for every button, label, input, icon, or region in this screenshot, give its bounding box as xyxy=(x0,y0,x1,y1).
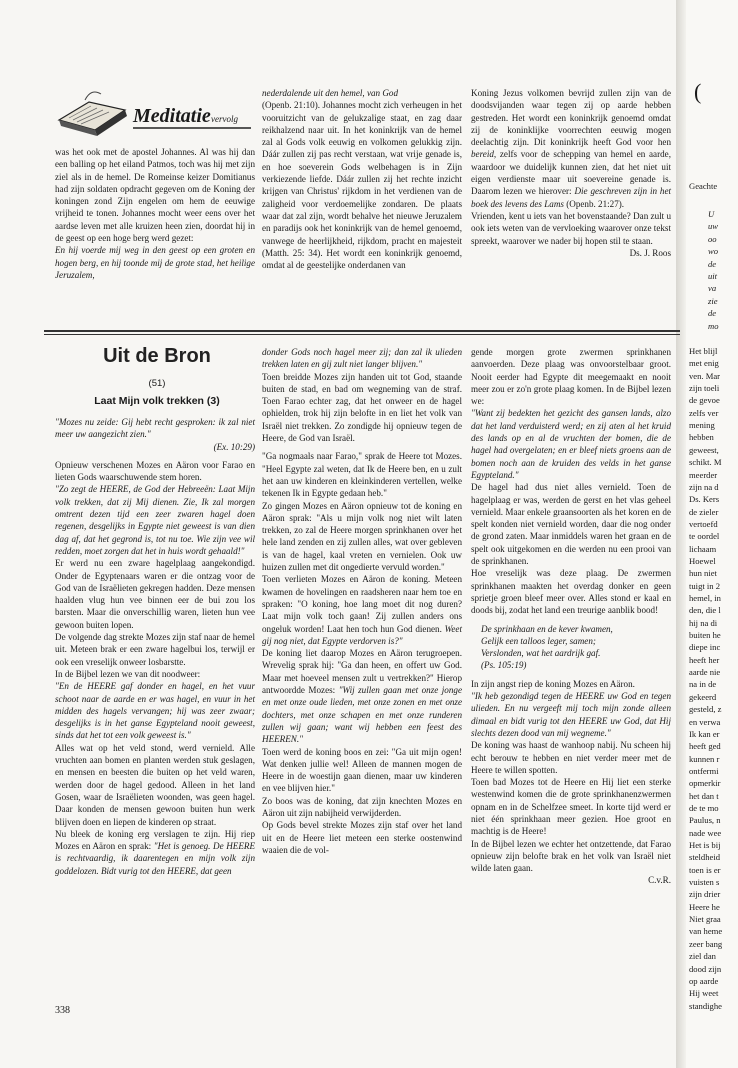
adjacent-body-line: Hij weet xyxy=(689,988,719,999)
bron-subtitle: Laat Mijn volk trekken (3) xyxy=(94,395,220,407)
adjacent-greeting: Geachte xyxy=(689,181,718,191)
bron-paragraph: Op Gods bevel strekte Mozes zijn staf over het land uit en de Heere liet meteen een sterke oostenwind waaien die de vol- xyxy=(262,820,462,855)
bron-title: Uit de Bron xyxy=(103,345,211,367)
adjacent-body-line: het dan t xyxy=(689,790,719,801)
adjacent-body-line: met enig xyxy=(689,358,719,369)
bron-paragraph: gende morgen grote zwermen sprinkhanen aanvoerden. Deze plaag was onvoorstelbaar groot. Nooit eerder had Egypte dit meegemaakt en nooit meer zou er zo'n grote plaag komen. In de Bijbel lezen we: xyxy=(471,347,671,407)
bron-paragraph: In de Bijbel lezen we echter het ontzettende, dat Farao opnieuw zijn belofte brak en het volk van Israël niet wilde laten gaan. xyxy=(471,838,671,874)
adjacent-body-line: heeft her xyxy=(689,654,720,665)
bron-paragraph: In de Bijbel lezen we van dit noodweer: xyxy=(55,668,201,679)
adjacent-body-line: opmerkir xyxy=(689,778,721,789)
bron-emphasis: Weet gij nog niet, dat Egypte verdorven is?" xyxy=(262,623,462,646)
adjacent-body-line: schikt. M xyxy=(689,457,722,468)
adjacent-italic-line: zie xyxy=(708,295,718,306)
bron-paragraph: Toen breidde Mozes zijn handen uit tot God, staande buiten de stad, en bad om wegneming van de straf. Toen Farao echter zag, dat het onweer en de hagel ophielden, trok hij zijn belofte in en liet het volk van Israël niet trekken. Zo zondigde hij opnieuw tegen de Heere, de God van Israël. xyxy=(262,371,462,444)
adjacent-body-line: ontfermi xyxy=(689,765,719,776)
adjacent-body-line: meerder xyxy=(689,469,718,480)
psalm-line: Verslonden, wat het aardrijk gaf. xyxy=(481,648,601,659)
bron-paragraph: Alles wat op het veld stond, werd vernield. Alle vruchten aan bomen en planten werden stuk geslagen, en mensen en beesten die buiten op het veld waren, werden door de hagel gedood. Alleen in het land Gosen, waar de Israëlieten woonden, was geen hagel. Daar konden de mensen gewoon buiten hun werk blijven doen en liepen de kinderen op straat. xyxy=(55,742,255,827)
adjacent-body-line: Niet graa xyxy=(689,914,721,925)
book-illustration-icon xyxy=(59,92,127,136)
meditatie-text: zelfs voor de schepping van hemel en aarde, waardoor we duidelijk kunnen zien, dat het niet uit eigen verdienste maar uit soevereine genade is. Daarom lezen we hierover: xyxy=(471,149,671,197)
bron-column-3 xyxy=(471,346,671,887)
meditatie-emphasis: Die geschreven zijn in het boek des levens des Lams xyxy=(471,186,672,209)
bron-paragraph: Toen werd de koning boos en zei: "Ga uit mijn ogen! Wat denken jullie wel! Alleen de mannen mogen de Heere in de woestijn gaan dienen, maar uw kinderen en vee blijven hier." xyxy=(262,746,462,794)
adjacent-body-line: op aarde xyxy=(689,975,719,986)
adjacent-body-line: den, die l xyxy=(689,605,721,616)
bron-text: Nu bleek de koning erg verslagen te zijn. Hij riep Mozes en Aäron en sprak: xyxy=(55,828,255,852)
bron-quote: "Ik heb gezondigd tegen de HEERE uw God en tegen ulieden. En nu vergeeft mij toch mijn zonde alleen dimaal en bidt vurig tot den HEERE uw God, dat Hij slechts dezen dood van mij wegneme." xyxy=(471,691,671,738)
bron-paragraph: Toen bad Mozes tot de Heere en Hij liet een sterke westenwind komen die de grote sprinkhanenzwermen opnam en in de Schelfzee smeet. In korte tijd werd er niet één sprinkhaan meer gezien. Hoe groot en machtig is de Heere! xyxy=(471,777,671,837)
section-divider xyxy=(44,330,680,332)
meditatie-text: (Openb. 21:27). xyxy=(566,198,625,209)
bron-signature: C.v.R. xyxy=(648,875,671,886)
bron-emphasis: "Wij zullen gaan met onze jonge en met onze oude lieden, met onze zonen en met onze dochters, met onze schapen en met onze runderen zullen wij gaan; want wij hebben een feest des HEEREN." xyxy=(262,685,462,745)
adjacent-body-line: gekeerd xyxy=(689,691,717,702)
adjacent-italic-line: U xyxy=(708,209,715,219)
adjacent-body-line: te oordel xyxy=(689,531,720,542)
adjacent-body-line: kunnen r xyxy=(689,753,720,764)
bron-quote: donder Gods noch hagel meer zij; dan zal ik ulieden trekken laten en gij zult niet langer blijven." xyxy=(262,347,462,370)
meditatie-quote: En hij voerde mij weg in den geest op een groten en hogen berg, en hij toonde mij de grote stad, het heilige Jeruzalem, xyxy=(55,245,255,280)
psalm-line: Gelijk een talloos leger, samen; xyxy=(481,635,596,646)
bron-column-2 xyxy=(262,346,462,856)
adjacent-italic-line: de xyxy=(708,258,717,269)
adjacent-body-line: hemel, in xyxy=(689,593,721,603)
meditatie-paragraph xyxy=(471,87,671,210)
adjacent-body-line: heeft ged xyxy=(689,741,721,752)
meditatie-column-3 xyxy=(471,87,671,259)
bron-paragraph: Zo gingen Mozes en Aäron opnieuw tot de koning en Aäron sprak: "Als u mijn volk nog niet wilt laten trekken, zo zal de Heere morgen sprinkhanen over het hele land zenden en zij zullen alles, wat over gebleven is van de hagel, kaal vreten en vernielen. Ook uw huizen zullen met dit ongedierte vervuld worden." xyxy=(262,500,462,573)
adjacent-body-line: gesteld, z xyxy=(689,704,722,715)
bron-paragraph: In zijn angst riep de koning Mozes en Aäron. xyxy=(471,678,635,689)
adjacent-body-line: geweest, xyxy=(689,444,719,455)
psalm-line: De sprinkhaan en de kever kwamen, xyxy=(481,623,613,634)
bron-quote: "En de HEERE gaf donder en hagel, en het vuur schoot naar de aarde en er was hagel, en vuur in het midden des hagels vervangen; hij was zeer zwaar; desgelijks is in het ganse Egypteland nooit geweest, sinds dat het tot een volk geweest is." xyxy=(55,681,255,741)
bron-paragraph: Er werd nu een zware hagelplaag aangekondigd. Onder de Egyptenaars waren er die ontzag voor de God van de Israëlieten gekregen hadden. Deze mensen haalden vlug hun vee binnen eer de bui zou los barsten. Maar die onverschillig waren, lieten hun vee gewoon buiten lopen. xyxy=(55,558,255,630)
meditatie-signature: Ds. J. Roos xyxy=(629,247,671,258)
adjacent-italic-line: uw xyxy=(708,221,719,232)
adjacent-body-line: hebben xyxy=(689,432,714,443)
book-gutter xyxy=(676,0,686,1068)
adjacent-body-line: zelfs ver xyxy=(689,407,719,418)
adjacent-body-line: steldheid xyxy=(689,852,721,863)
adjacent-body-line: Het is bij xyxy=(689,840,721,850)
section-divider-thin xyxy=(44,334,680,335)
adjacent-body-line: diepe inc xyxy=(689,642,721,653)
bron-paragraph: De koning was haast de wanhoop nabij. Nu scheen hij echt berouw te hebben en niet verder meer met de Heere te willen spotten. xyxy=(471,740,671,775)
adjacent-italic-line: oo xyxy=(708,233,717,244)
adjacent-italic-line: wo xyxy=(708,246,719,257)
adjacent-body-line: mening xyxy=(689,420,715,431)
psalm-reference: (Ps. 105:19) xyxy=(481,660,527,671)
bron-text: De koning liet daarop Mozes en Aäron terugroepen. Wrevelig sprak hij: "Ga dan heen, en offert uw God. Maar met hoeveel mensen zult u vertrekken?" Hierop antwoordde Mozes: xyxy=(262,648,462,696)
bron-paragraph xyxy=(55,828,255,877)
adjacent-body-line: tuigt in 2 xyxy=(689,580,721,591)
adjacent-italic-line: mo xyxy=(708,320,719,331)
bron-paragraph: "Ga nogmaals naar Farao," sprak de Heere tot Mozes. "Heel Egypte zal weten, dat Ik de Heere ben, en u zult het aan uw kinderen en kleinkinderen vertellen, welke tekenen Ik in Egypte gedaan heb." xyxy=(262,451,462,499)
bron-motto-reference: (Ex. 10:29) xyxy=(213,441,255,452)
bron-paragraph: De hagel had dus niet alles vernield. Toen de hagelplaag er was, werden de gerst en het vlas geheel vernield. Maar enkele graansoorten als het koren en de spelt konden niet vernield worden, daar die nog onder de grond zaten. Maar inmiddels waren het graan en de spelt ook uitgekomen en die werden nu een prooi van de sprinkhanen. xyxy=(471,482,671,567)
meditatie-emphasis: bereid, xyxy=(471,149,497,160)
adjacent-body-line: buiten he xyxy=(689,630,721,641)
bron-paragraph xyxy=(262,573,462,647)
adjacent-body-line: de gevoe xyxy=(689,395,720,406)
adjacent-body-line: zijn toeli xyxy=(689,383,720,394)
meditatie-paragraph: Vrienden, kent u iets van het bovenstaande? Dan zult u ook iets weten van de vervloeking waarover onze tekst spreekt, waarover we nader bij hopen stil te staan. xyxy=(471,210,671,246)
adjacent-body-line: dood zijn xyxy=(689,963,722,974)
adjacent-page-ornament: ( xyxy=(694,79,702,104)
meditatie-banner xyxy=(55,82,255,138)
meditatie-quote-continued: nederdalende uit den hemel, van God xyxy=(262,88,399,98)
adjacent-body-line: toen is er xyxy=(689,864,721,875)
meditatie-column-2 xyxy=(262,87,462,271)
adjacent-body-line: vertoefd xyxy=(689,518,718,529)
adjacent-body-line: Heere he xyxy=(689,901,720,912)
adjacent-body-line: na in de xyxy=(689,679,717,690)
adjacent-body-line: Ik kan er xyxy=(689,728,720,739)
adjacent-body-line: hun niet xyxy=(689,568,717,579)
bron-paragraph: Hoe vreselijk was deze plaag. De zwermen sprinkhanen maakten het overdag donker en geen sprietje groen bleef meer over. Alles stond er kaal en doods bij, zodat het land een treurige aanblik bood! xyxy=(471,568,671,616)
adjacent-body-line: zijn na d xyxy=(689,481,719,492)
adjacent-body-line: ziel dan xyxy=(689,951,716,962)
bron-text: Toen verlieten Mozes en Aäron de koning. Meteen kwamen de hovelingen en raadsheren naar hem toe en spraken: "O koning, hoe lang moet dit nog duren? Laat mijn volk toch gaan! Zij zullen anders ons ongeluk worden! Laat hen toch hun God dienen. xyxy=(262,574,462,634)
adjacent-body-line: en verwa xyxy=(689,716,721,727)
adjacent-italic-line: uit xyxy=(708,271,718,281)
meditatie-paragraph: was het ook met de apostel Johannes. Al was hij dan een balling op het eiland Patmos, toch was hij met zijn ziel als in de hemel. De Romeinse keizer Domitianus had zijn soldaten opdracht gegeven om de Koning der koningen zond Zijn engelen om hem de eeuwige vrijheid te tonen. Johannes mocht weer eens over het aardse leven met alle kruizen heen zien, doordat hij in de geest op een hoge berg werd gezet: xyxy=(55,147,255,244)
bron-motto: "Mozes nu zeide: Gij hebt recht gesproken: ik zal niet meer uw aangezicht zien." xyxy=(55,417,255,440)
adjacent-body-line: ven. Mar xyxy=(689,370,721,381)
adjacent-body-line: Hoewel xyxy=(689,555,716,566)
adjacent-italic-line: de xyxy=(708,308,717,319)
meditatie-column-1 xyxy=(55,146,255,281)
adjacent-italic-line: va xyxy=(708,283,717,294)
adjacent-page xyxy=(686,0,738,1068)
adjacent-body-line: de zieler xyxy=(689,506,719,517)
adjacent-body-line: standighe xyxy=(689,1000,722,1011)
banner-title: Meditatie xyxy=(133,105,211,127)
page-number: 338 xyxy=(55,1005,70,1016)
meditatie-text: Koning Jezus volkomen bevrijd zullen zijn van de doodsvijanden waar tegen zij op aarde hebben gestreden. Het wordt een koninkrijk genoemd omdat zij de koninklijke voorrechten eeuwig mogen deelachtig zijn. Dit koninkrijk heeft God voor hen xyxy=(471,88,671,148)
bron-paragraph: De volgende dag strekte Mozes zijn staf naar de hemel uit. Meteen brak er een zware hagelbui los, terwijl er ook een vreselijk onweer losbarstte. xyxy=(55,632,255,667)
adjacent-body-line: zeer bang xyxy=(689,938,723,949)
bron-quote: "Zo zegt de HEERE, de God der Hebreeën: Laat Mijn volk trekken, dat zij Mij dienen. Zie, Ik zal morgen omtrent dezen tijd een zeer zwaren hagel doen regenen, desgelijks in Egypte niet geweest is van dien dag af, dat het gegrond is, tot nu toe. Wie zijn vee wil redden, moet zorgen dat het in huis wordt gehaald!" xyxy=(55,484,255,556)
adjacent-body-line: Ds. Kers xyxy=(689,494,720,505)
adjacent-body-line: nade wee xyxy=(689,827,722,838)
adjacent-body-line: vuisten s xyxy=(689,877,720,888)
adjacent-body-line: Het blijl xyxy=(689,346,718,356)
adjacent-body-line: van heme xyxy=(689,926,723,937)
psalm-verse xyxy=(481,623,671,672)
bron-paragraph: Zo boos was de koning, dat zijn knechten Mozes en Aäron uit zijn nabijheid verwijderden. xyxy=(262,795,462,818)
adjacent-body-line: aarde nie xyxy=(689,667,721,678)
bron-number: (51) xyxy=(148,378,166,389)
bron-column-1 xyxy=(55,416,255,877)
bron-quote: "Want zij bedekten het gezicht des gansen lands, alzo dat het land verduisterd werd; en zij aten al het kruid des lands op en al de vruchten der bomen, die de hagel had overgelaten; en er bleef niets groens aan de bomen noch aan de kruiden des velds in het ganse Egypteland." xyxy=(471,408,671,480)
bron-emphasis: "Het is genoeg. De HEERE is rechtvaardig, ik daarentegen en mijn volk zijn goddelozen. Bidt vurig tot den HEERE, dat geen xyxy=(55,841,255,876)
bron-paragraph xyxy=(262,647,462,745)
adjacent-body-line: hij na di xyxy=(689,617,718,628)
banner-subtitle: vervolg xyxy=(211,114,238,124)
meditatie-paragraph: (Openb. 21:10). Johannes mocht zich verheugen in het vooruitzicht van de gelukzalige staat, en zag daar reikhalzend naar uit. In het koninkrijk van de hemel zal al Gods volk eeuwig en volkomen gelukkig zijn. Dáár zullen zij pas recht verstaan, wat vrije genade is, en hoe soeverein Gods welbehagen is in Zijn verkiezende liefde. Dáár zullen zij het rechte inzicht krijgen van Christus' rijkdom in het verdienen van de zaligheid voor verdoemelijke zondaren. De plaats waar dat zal zijn, wordt behalve het nieuwe Jeruzalem en paradijs ook het koninkrijk van de hemel genoemd, vanwege de heerlijkheid, rijkdom, pracht en majesteit (Matth. 25: 34). Het wordt een koninkrijk genoemd, omdat al de geestelijke onderdanen van xyxy=(262,100,462,271)
adjacent-body-line: Paulus, n xyxy=(689,815,721,826)
adjacent-body-line: lichaam xyxy=(689,543,717,554)
bron-paragraph: Opnieuw verschenen Mozes en Aäron voor Farao en lieten Gods waarschuwende stem horen. xyxy=(55,459,255,483)
adjacent-body-line: de te mo xyxy=(689,802,719,813)
adjacent-body-line: zijn drier xyxy=(689,889,721,900)
